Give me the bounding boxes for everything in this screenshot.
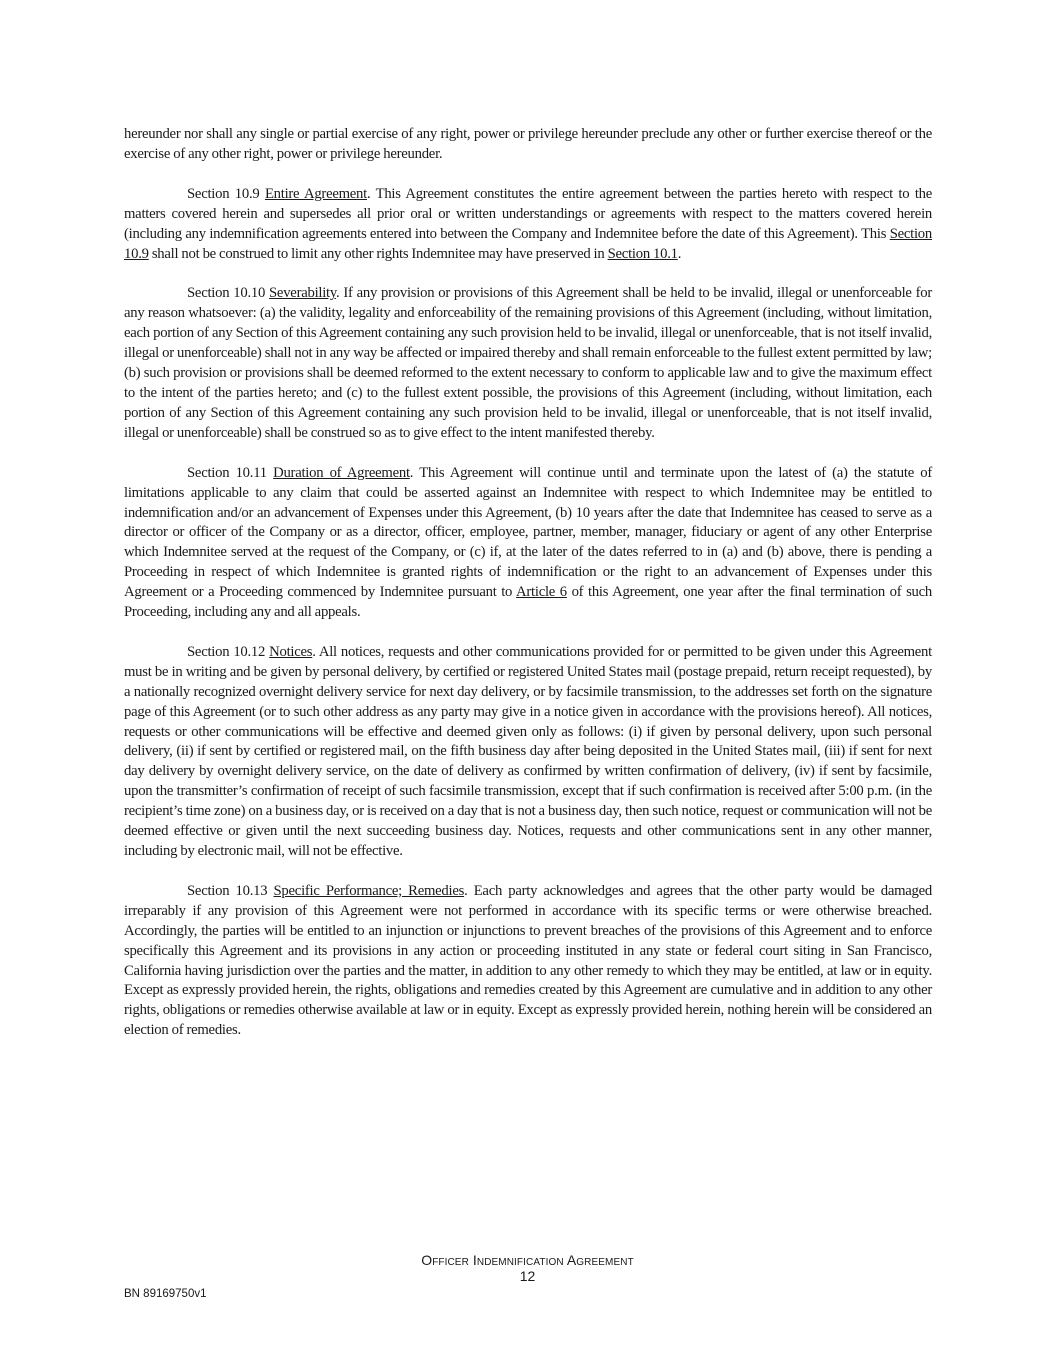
section-heading: Severability: [269, 285, 337, 302]
section-number: Section 10.10: [187, 285, 270, 302]
section-heading: Notices: [269, 643, 313, 660]
cross-reference: Section 10.9: [124, 225, 932, 262]
section-heading: Entire Agreement: [264, 185, 367, 202]
section-text: of this Agreement, one year after the final termination of such Proceeding, including any and all appeals.: [124, 584, 933, 621]
section-text: . This Agreement constitutes the entire agreement between the parties hereto with respect to the matters covered herein and supersedes all prior oral or written understandings or agreements with respect to the matters covered herein (including any indemnification agreements entered into between the Company and Indemnitee before the date of this Agreement). This: [124, 185, 933, 242]
section-number: Section 10.12: [187, 643, 270, 660]
section-number: Section 10.9: [187, 185, 265, 202]
section-paragraph: [124, 185, 932, 265]
section-text: . If any provision or provisions of this Agreement shall be held to be invalid, illegal or unenforceable for any reason whatsoever: (a) the validity, legality and enforceability of the remaining provisions of this Agreement (including, without limitation, each portion of any Section of this Agreement containing any such provision held to be invalid, illegal or unenforceable, that is not itself invalid, illegal or unenforceable) shall not in any way be affected or impaired thereby and shall remain enforceable to the fullest extent permitted by law; (b) such provision or provisions shall be deemed reformed to the extent necessary to conform to applicable law and to give the maximum effect to the intent of the parties hereto; and (c) to the fullest extent possible, the provisions of this Agreement (including, without limitation, each portion of any Section of this Agreement containing any such provision held to be invalid, illegal or unenforceable, that is not itself invalid, illegal or unenforceable) shall be construed so as to give effect to the intent manifested thereby.: [124, 285, 932, 441]
section-paragraph: [124, 284, 932, 443]
section-number: Section 10.11: [187, 464, 274, 481]
section-text: shall not be construed to limit any other rights Indemnitee may have preserved in: [148, 245, 608, 262]
section-number: Section 10.13: [187, 882, 274, 899]
section-text: . All notices, requests and other communications provided for or permitted to be given under this Agreement must be in writing and be given by personal delivery, by certified or registered United States mail (postage prepaid, return receipt requested), by a nationally recognized overnight delivery service for next day delivery, or by facsimile transmission, to the addresses set forth on the signature page of this Agreement (or to such other address as any party may give in a notice given in accordance with the provisions hereof). All notices, requests or other communications will be effective and deemed given only as follows: (i) if given by personal delivery, upon such personal delivery, (ii) if sent by certified or registered mail, on the fifth business day after being deposited in the United States mail, (iii) if sent for next day delivery by overnight delivery service, on the date of delivery as confirmed by written confirmation of delivery, (iv) if sent by facsimile, upon the transmitter’s confirmation of receipt of such facsimile transmission, except that if such confirmation is received after 5:00 p.m. (in the recipient’s time zone) on a business day, or is received on a day that is not a business day, then such notice, request or communication will not be deemed effective or given until the next succeeding business day. Notices, requests and other communications sent in any other manner, including by electronic mail, will not be effective.: [124, 643, 932, 859]
section-text: . Each party acknowledges and agrees that the other party would be damaged irreparably if any provision of this Agreement were not performed in accordance with its specific terms or were otherwise breached. Accordingly, the parties will be entitled to an injunction or injunctions to prevent breaches of the provisions of this Agreement and to enforce specifically this Agreement and its provisions in any action or proceeding instituted in any state or federal court siting in San Francisco, California having jurisdiction over the parties and the matter, in addition to any other remedy to which they may be entitled, at law or in equity. Except as expressly provided herein, the rights, obligations and remedies created by this Agreement are cumulative and in addition to any other rights, obligations or remedies otherwise available at law or in equity. Except as expressly provided herein, nothing herein will be considered an election of remedies.: [124, 882, 933, 1039]
section-paragraph: [124, 643, 932, 862]
section-heading: Specific Performance; Remedies: [273, 882, 465, 899]
continuation-paragraph: hereunder nor shall any single or partial exercise of any right, power or privilege hereunder preclude any other or further exercise thereof or the exercise of any other right, power or privilege hereunder.: [124, 126, 932, 162]
section-text: . This Agreement will continue until and terminate upon the latest of (a) the statute of limitations applicable to any claim that could be asserted against an Indemnitee with respect to which Indemnitee may be entitled to indemnification and/or an advancement of Expenses under this Agreement, (b) 10 years after the date that Indemnitee has ceased to serve as a director or officer of the Company or as a director, officer, employee, partner, member, manager, fiduciary or agent of any other Enterprise which Indemnitee served at the request of the Company, or (c) if, at the later of the dates referred to in (a) and (b) above, there is pending a Proceeding in respect of which Indemnitee is granted rights of indemnification or the right to an advancement of Expenses under this Agreement or a Proceeding commenced by Indemnitee pursuant to: [124, 464, 932, 601]
section-text: .: [677, 245, 682, 262]
document-id: BN 89169750v1: [124, 1288, 207, 1300]
page-number: 12: [519, 1268, 536, 1284]
footer-title: Officer Indemnification Agreement: [421, 1252, 634, 1268]
cross-reference: Article 6: [516, 584, 567, 601]
sections-container: [124, 185, 932, 1041]
document-body: [124, 125, 932, 1061]
section-paragraph: [124, 464, 932, 623]
section-paragraph: [124, 882, 932, 1041]
section-heading: Duration of Agreement: [273, 464, 410, 481]
cross-reference: Section 10.1: [607, 245, 678, 262]
